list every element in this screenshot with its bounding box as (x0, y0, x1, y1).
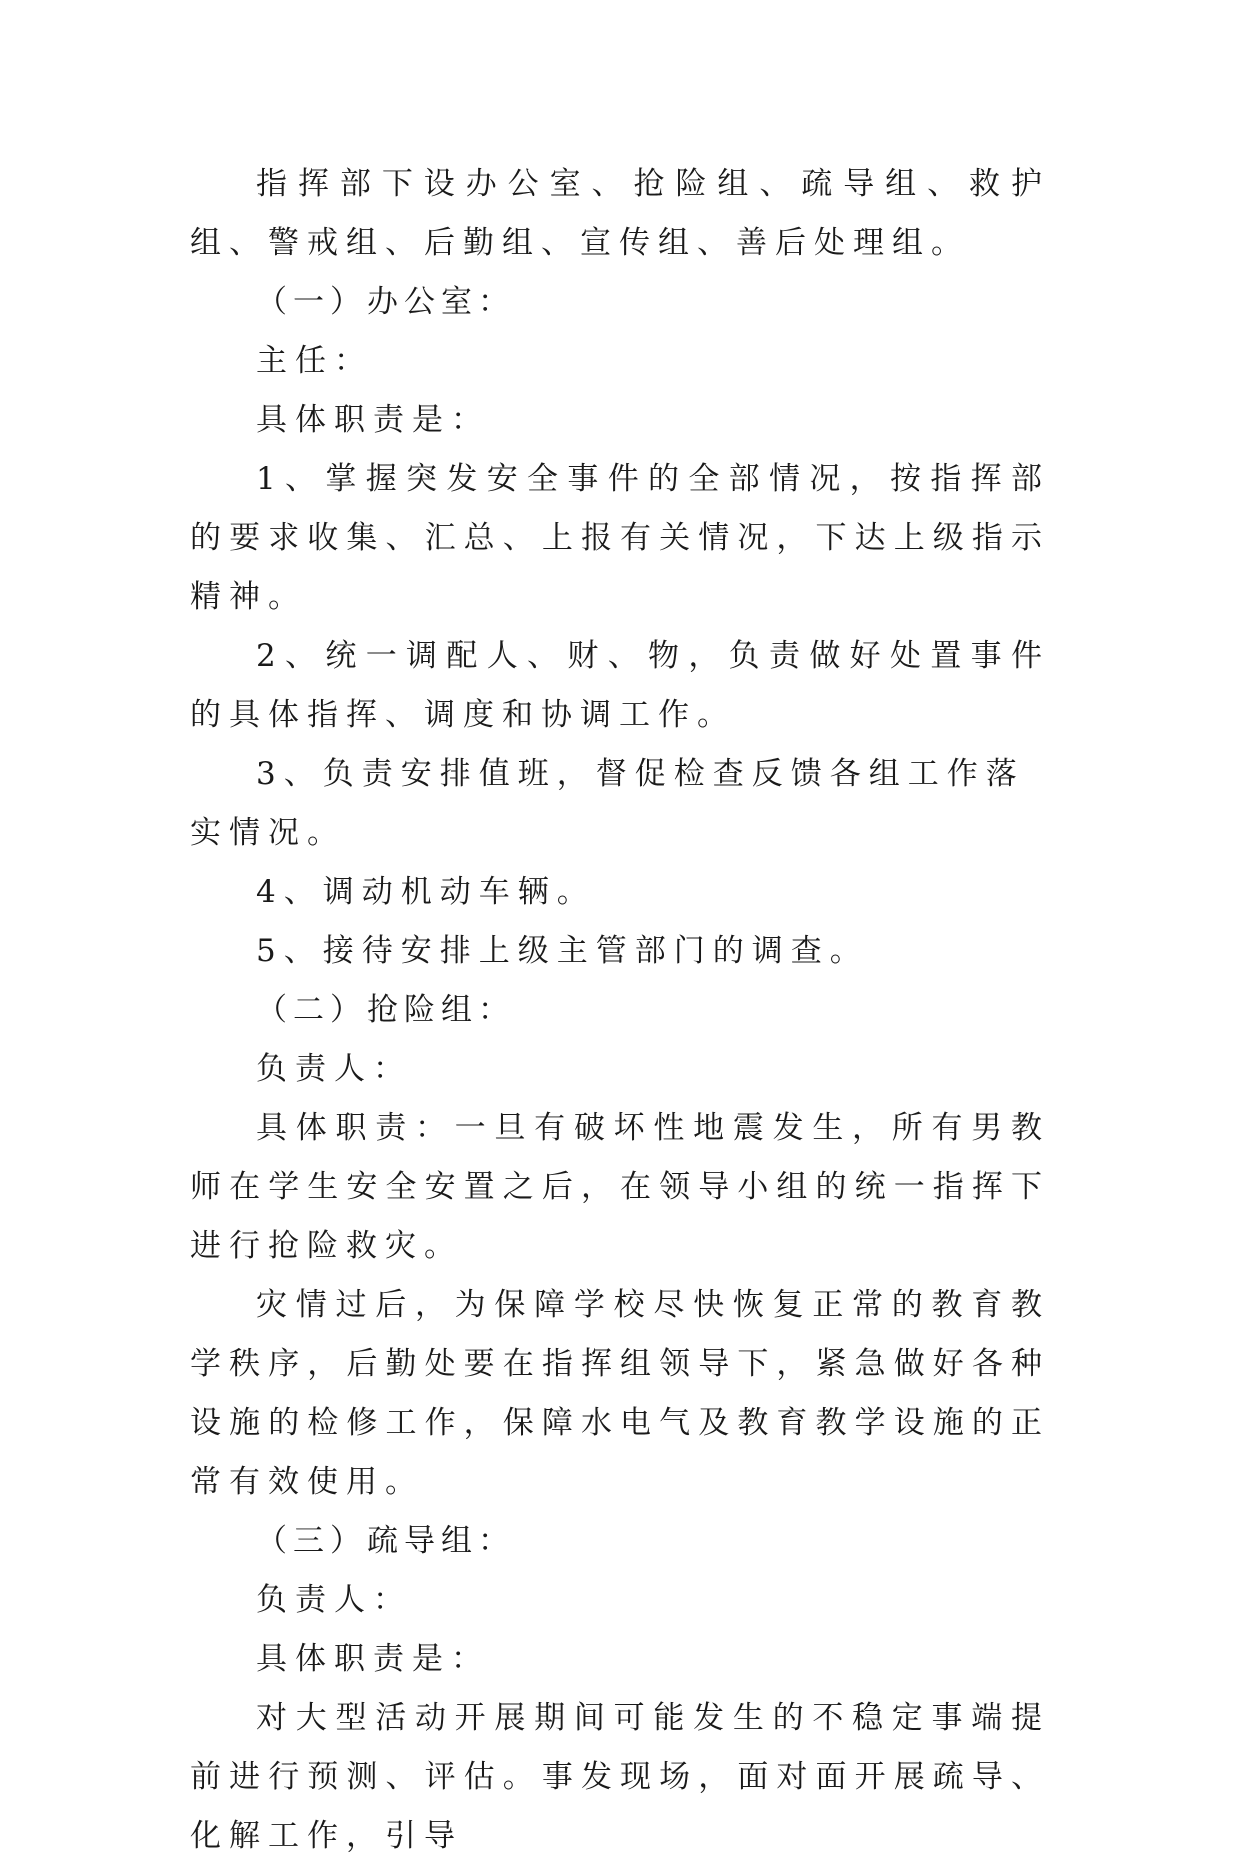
paragraph-duty-1: 1、掌握突发安全事件的全部情况，按指挥部的要求收集、汇总、上报有关情况，下达上级指示精神。 (190, 461, 1050, 615)
section-heading-guidance: （三）疏导组： (256, 1523, 515, 1559)
paragraph-director: 主任： (256, 343, 373, 379)
paragraph-duties-label: 具体职责是： (256, 402, 490, 438)
paragraph-duty-3: 3、负责安排值班，督促检查反馈各组工作落实情况。 (190, 756, 1025, 851)
paragraph-duty-5: 5、接待安排上级主管部门的调查。 (256, 933, 869, 969)
paragraph-rescue-duties: 具体职责：一旦有破坏性地震发生，所有男教师在学生安全安置之后，在领导小组的统一指挥下进行抢险救灾。 (190, 1110, 1050, 1264)
paragraph-duty-2: 2、统一调配人、财、物，负责做好处置事件的具体指挥、调度和协调工作。 (190, 638, 1050, 733)
section-heading-office: （一）办公室： (256, 284, 515, 320)
paragraph-duty-4: 4、调动机动车辆。 (256, 874, 596, 910)
section-heading-rescue: （二）抢险组： (256, 992, 515, 1028)
paragraph-guidance-duties-label: 具体职责是： (256, 1641, 490, 1677)
paragraph-guidance-leader: 负责人： (256, 1582, 412, 1618)
paragraph-guidance-duties: 对大型活动开展期间可能发生的不稳定事端提前进行预测、评估。事发现场，面对面开展疏导、化解工作，引导 (190, 1700, 1050, 1854)
document-page (190, 155, 1050, 1866)
paragraph-rescue-leader: 负责人： (256, 1051, 412, 1087)
paragraph-intro: 指挥部下设办公室、抢险组、疏导组、救护组、警戒组、后勤组、宣传组、善后处理组。 (190, 166, 1050, 261)
paragraph-after-disaster: 灾情过后，为保障学校尽快恢复正常的教育教学秩序，后勤处要在指挥组领导下，紧急做好各种设施的检修工作，保障水电气及教育教学设施的正常有效使用。 (190, 1287, 1050, 1500)
